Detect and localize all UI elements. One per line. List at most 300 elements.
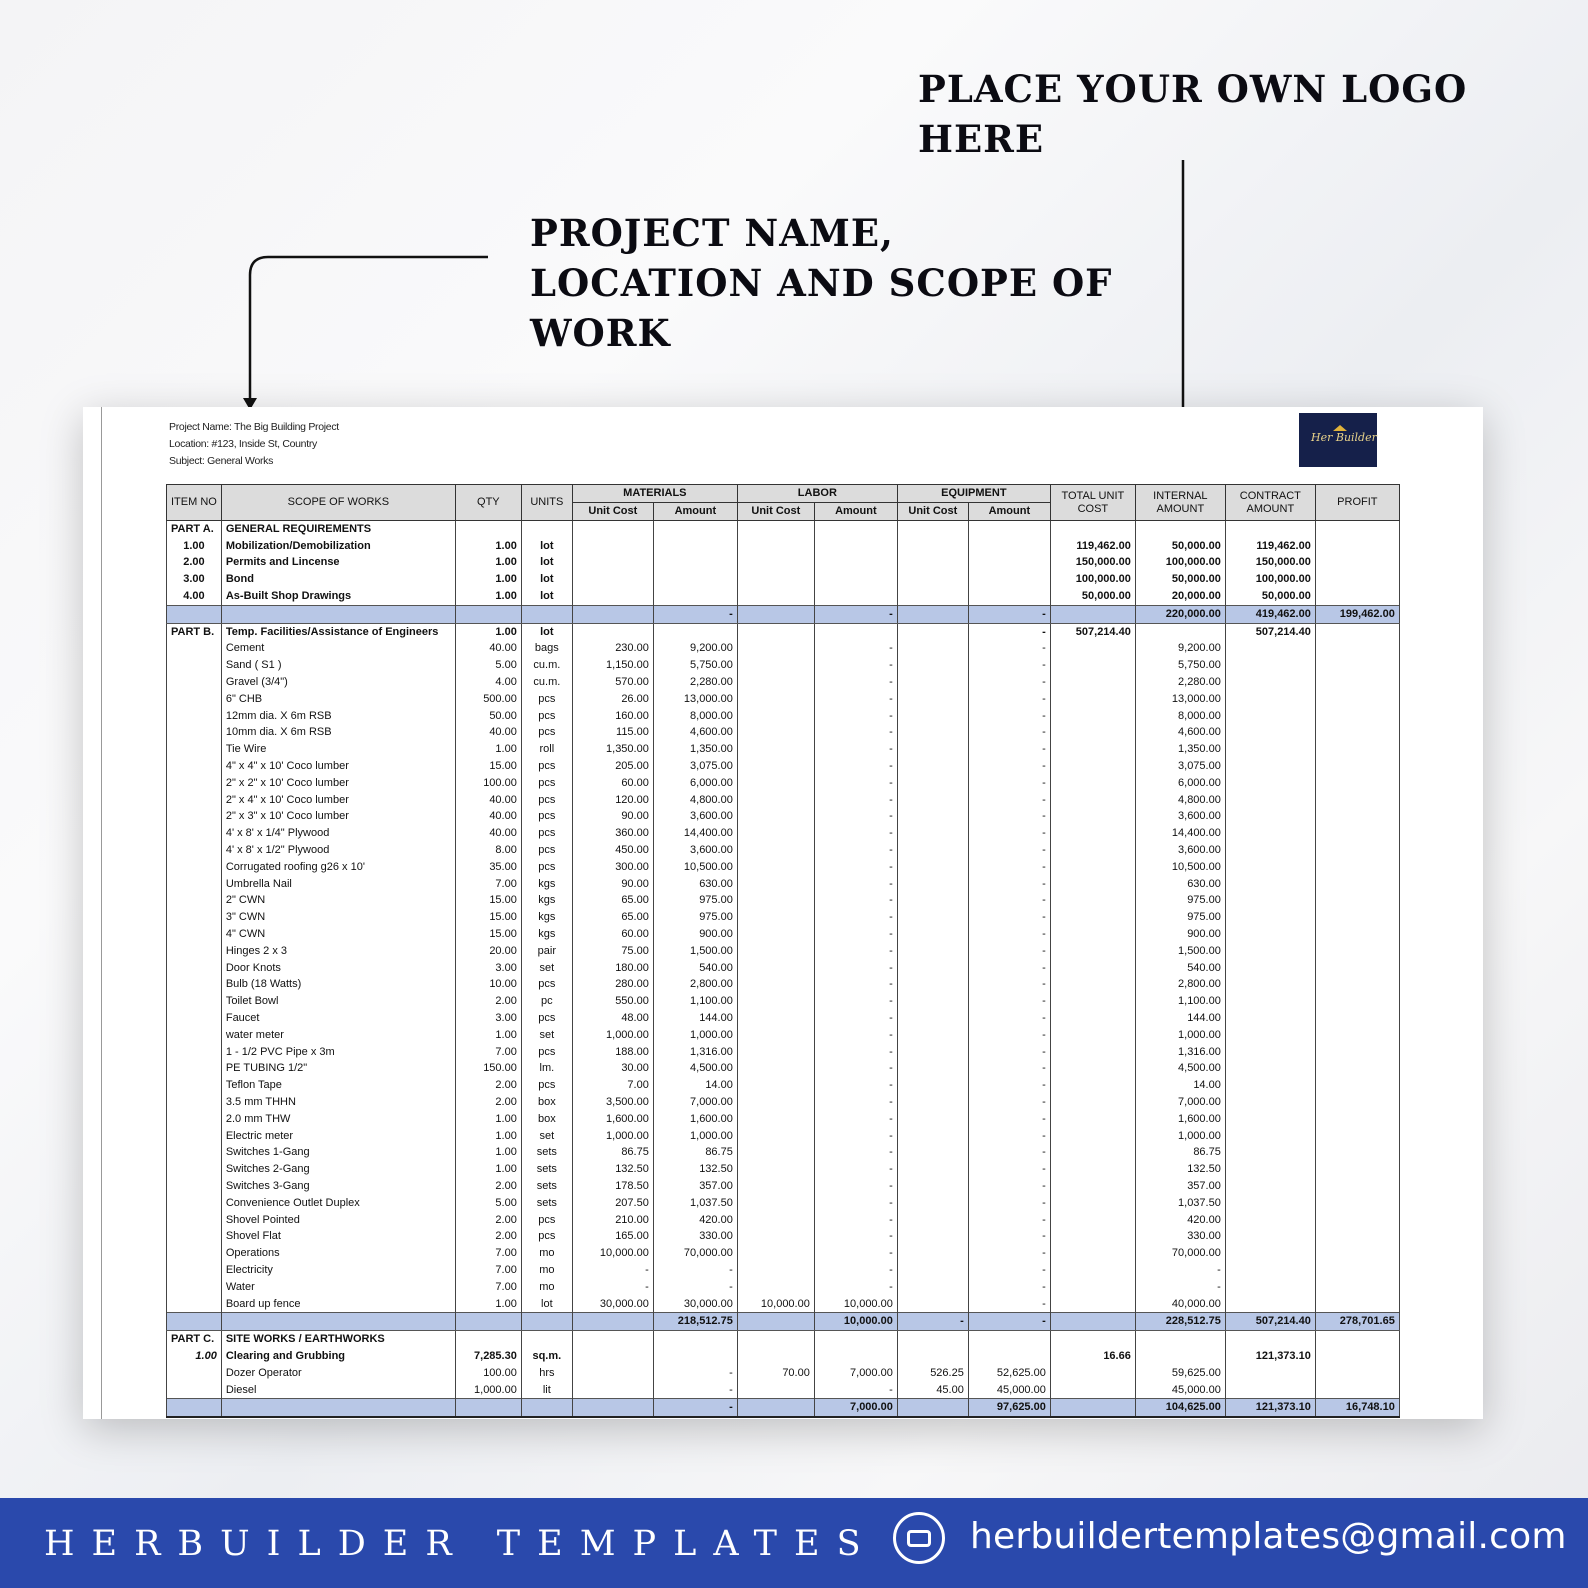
cell-materials-amount: 1,500.00 (653, 943, 737, 960)
cell-materials-unit-cost: 1,350.00 (572, 741, 653, 758)
footer-bar (0, 1498, 1588, 1588)
logo-callout-line2: HERE (918, 117, 1045, 161)
table-row (167, 741, 1400, 758)
cell-labor-amount: - (814, 657, 897, 674)
table-row (167, 1228, 1400, 1245)
cell-contract-amount (1225, 1077, 1315, 1094)
cell-qty: 35.00 (455, 859, 521, 876)
cell-qty: 1.00 (455, 571, 521, 588)
cell-materials-unit-cost: 180.00 (572, 960, 653, 977)
cell-unit (521, 1313, 572, 1331)
cell-unit: cu.m. (521, 657, 572, 674)
cell-unit: cu.m. (521, 674, 572, 691)
cell-item (167, 943, 222, 960)
cell-contract-amount (1225, 758, 1315, 775)
cell-equipment-unit-cost (897, 876, 968, 893)
cell-contract-amount (1225, 1279, 1315, 1296)
cell-equipment-amount: - (968, 1161, 1050, 1178)
cell-item (167, 1245, 222, 1262)
cell-unit: pcs (521, 859, 572, 876)
cell-profit (1315, 758, 1399, 775)
cell-materials-amount: 1,600.00 (653, 1111, 737, 1128)
cell-total-unit-cost (1050, 775, 1135, 792)
cell-equipment-unit-cost (897, 623, 968, 640)
cell-qty: 2.00 (455, 1212, 521, 1229)
cell-scope: PE TUBING 1/2" (221, 1061, 455, 1078)
cell-labor-amount: - (814, 641, 897, 658)
logo-placeholder (1299, 413, 1377, 467)
cell-labor-unit-cost (737, 691, 814, 708)
cell-internal-amount: 540.00 (1135, 960, 1225, 977)
cell-equipment-amount: - (968, 809, 1050, 826)
cell-qty: 15.00 (455, 909, 521, 926)
cell-materials-amount: 3,600.00 (653, 809, 737, 826)
cell-labor-unit-cost (737, 521, 814, 538)
cell-item (167, 993, 222, 1010)
cell-equipment-unit-cost (897, 1245, 968, 1262)
cell-profit (1315, 1262, 1399, 1279)
cell-qty: 8.00 (455, 842, 521, 859)
table-row (167, 758, 1400, 775)
cell-qty: 7.00 (455, 1245, 521, 1262)
cell-item (167, 674, 222, 691)
cell-equipment-unit-cost (897, 657, 968, 674)
cell-equipment-amount: - (968, 926, 1050, 943)
cell-item (167, 605, 222, 623)
cell-total-unit-cost (1050, 758, 1135, 775)
cell-labor-unit-cost (737, 1144, 814, 1161)
cell-materials-amount: 975.00 (653, 893, 737, 910)
footer-email[interactable]: herbuildertemplates@gmail.com (970, 1516, 1567, 1557)
cell-equipment-amount: 97,625.00 (968, 1399, 1050, 1417)
cell-qty: 5.00 (455, 1195, 521, 1212)
cell-equipment-amount: - (968, 1111, 1050, 1128)
cell-item (167, 1077, 222, 1094)
cell-qty: 15.00 (455, 758, 521, 775)
cell-total-unit-cost (1050, 674, 1135, 691)
cell-labor-unit-cost (737, 825, 814, 842)
cell-labor-unit-cost (737, 1061, 814, 1078)
table-row (167, 1128, 1400, 1145)
cell-labor-unit-cost (737, 1348, 814, 1365)
cell-profit (1315, 1279, 1399, 1296)
cell-labor-amount (814, 623, 897, 640)
cell-unit: pcs (521, 825, 572, 842)
table-row (167, 1178, 1400, 1195)
cell-materials-unit-cost: 65.00 (572, 893, 653, 910)
cell-labor-amount: - (814, 775, 897, 792)
cell-equipment-unit-cost: 45.00 (897, 1382, 968, 1399)
cell-profit (1315, 909, 1399, 926)
cell-scope: Switches 1-Gang (221, 1144, 455, 1161)
cell-internal-amount: 3,600.00 (1135, 809, 1225, 826)
cell-materials-amount: 975.00 (653, 909, 737, 926)
cell-scope: Switches 2-Gang (221, 1161, 455, 1178)
cell-contract-amount (1225, 926, 1315, 943)
cell-item: 4.00 (167, 588, 222, 605)
cell-equipment-unit-cost (897, 571, 968, 588)
cell-materials-amount: 900.00 (653, 926, 737, 943)
cell-profit (1315, 1296, 1399, 1313)
cell-total-unit-cost (1050, 1044, 1135, 1061)
cell-qty: 1.00 (455, 1128, 521, 1145)
cell-materials-unit-cost: 570.00 (572, 674, 653, 691)
cell-equipment-amount: - (968, 842, 1050, 859)
cell-labor-amount: - (814, 1382, 897, 1399)
cell-profit (1315, 1178, 1399, 1195)
cell-equipment-amount: - (968, 1027, 1050, 1044)
table-row (167, 943, 1400, 960)
cell-qty: 4.00 (455, 674, 521, 691)
cell-item (167, 960, 222, 977)
cell-equipment-unit-cost (897, 792, 968, 809)
cell-materials-unit-cost (572, 623, 653, 640)
cell-scope: Shovel Flat (221, 1228, 455, 1245)
cell-total-unit-cost (1050, 1010, 1135, 1027)
cell-equipment-unit-cost (897, 1279, 968, 1296)
cell-labor-unit-cost (737, 775, 814, 792)
cell-scope: Umbrella Nail (221, 876, 455, 893)
cell-equipment-amount: - (968, 775, 1050, 792)
cell-labor-amount: - (814, 1010, 897, 1027)
cell-labor-amount: - (814, 926, 897, 943)
cell-scope: Teflon Tape (221, 1077, 455, 1094)
project-callout-line2: LOCATION AND SCOPE OF (530, 261, 1113, 305)
cell-internal-amount: 50,000.00 (1135, 571, 1225, 588)
cell-profit (1315, 825, 1399, 842)
cell-profit (1315, 859, 1399, 876)
table-row (167, 792, 1400, 809)
cell-unit: pcs (521, 1212, 572, 1229)
boq-table (166, 484, 1400, 1418)
cell-equipment-amount: - (968, 708, 1050, 725)
cell-equipment-amount: - (968, 641, 1050, 658)
cell-unit: pcs (521, 1077, 572, 1094)
cell-unit (521, 521, 572, 538)
cell-qty: 1.00 (455, 1111, 521, 1128)
cell-contract-amount (1225, 775, 1315, 792)
cell-materials-amount: 420.00 (653, 1212, 737, 1229)
cell-labor-unit-cost (737, 571, 814, 588)
project-subject: Subject: General Works (169, 455, 274, 467)
cell-unit: lot (521, 571, 572, 588)
cell-equipment-unit-cost (897, 1399, 968, 1417)
cell-materials-unit-cost: 165.00 (572, 1228, 653, 1245)
cell-total-unit-cost (1050, 1296, 1135, 1313)
cell-labor-unit-cost (737, 657, 814, 674)
cell-item (167, 1382, 222, 1399)
cell-internal-amount: 100,000.00 (1135, 555, 1225, 572)
cell-internal-amount: 7,000.00 (1135, 1094, 1225, 1111)
cell-equipment-unit-cost (897, 1212, 968, 1229)
cell-unit: box (521, 1111, 572, 1128)
cell-labor-amount: - (814, 1111, 897, 1128)
cell-internal-amount: 357.00 (1135, 1178, 1225, 1195)
cell-item (167, 708, 222, 725)
cell-contract-amount (1225, 1212, 1315, 1229)
table-row (167, 1144, 1400, 1161)
cell-scope: water meter (221, 1027, 455, 1044)
cell-labor-unit-cost (737, 960, 814, 977)
cell-materials-amount (653, 555, 737, 572)
cell-labor-unit-cost (737, 1044, 814, 1061)
cell-labor-unit-cost (737, 725, 814, 742)
cell-profit (1315, 1382, 1399, 1399)
cell-qty: 7.00 (455, 1262, 521, 1279)
cell-qty: 3.00 (455, 1010, 521, 1027)
cell-unit: bags (521, 641, 572, 658)
cell-item (167, 842, 222, 859)
cell-materials-unit-cost: 300.00 (572, 859, 653, 876)
cell-equipment-amount: - (968, 623, 1050, 640)
footer-brand: HERBUILDER TEMPLATES (44, 1524, 878, 1564)
cell-labor-amount: - (814, 977, 897, 994)
cell-equipment-unit-cost (897, 977, 968, 994)
cell-equipment-unit-cost (897, 1027, 968, 1044)
cell-materials-amount: - (653, 1262, 737, 1279)
cell-unit: pcs (521, 1010, 572, 1027)
cell-contract-amount (1225, 1094, 1315, 1111)
cell-unit: pcs (521, 809, 572, 826)
cell-materials-amount (653, 521, 737, 538)
cell-materials-unit-cost: 550.00 (572, 993, 653, 1010)
table-row (167, 555, 1400, 572)
cell-labor-unit-cost (737, 1094, 814, 1111)
cell-profit (1315, 1077, 1399, 1094)
cell-contract-amount: 507,214.40 (1225, 1313, 1315, 1331)
cell-equipment-amount (968, 521, 1050, 538)
cell-profit (1315, 893, 1399, 910)
cell-labor-amount (814, 538, 897, 555)
cell-labor-unit-cost (737, 876, 814, 893)
table-row (167, 1010, 1400, 1027)
cell-item (167, 1212, 222, 1229)
header-equipment-amount: Amount (968, 503, 1050, 521)
cell-labor-amount: - (814, 1245, 897, 1262)
cell-contract-amount (1225, 725, 1315, 742)
cell-equipment-amount (968, 571, 1050, 588)
cell-total-unit-cost (1050, 825, 1135, 842)
cell-labor-unit-cost (737, 623, 814, 640)
cell-item (167, 1228, 222, 1245)
cell-total-unit-cost (1050, 792, 1135, 809)
cell-equipment-amount: - (968, 1212, 1050, 1229)
cell-materials-amount: 540.00 (653, 960, 737, 977)
cell-internal-amount: 1,000.00 (1135, 1027, 1225, 1044)
cell-profit (1315, 623, 1399, 640)
cell-materials-amount: 30,000.00 (653, 1296, 737, 1313)
cell-unit (521, 605, 572, 623)
cell-total-unit-cost (1050, 1161, 1135, 1178)
cell-scope: Faucet (221, 1010, 455, 1027)
cell-total-unit-cost (1050, 1262, 1135, 1279)
cell-profit (1315, 1245, 1399, 1262)
cell-materials-amount: 14,400.00 (653, 825, 737, 842)
header-item-no: ITEM NO (167, 485, 222, 521)
cell-internal-amount: 630.00 (1135, 876, 1225, 893)
cell-scope: Temp. Facilities/Assistance of Engineers (221, 623, 455, 640)
table-row (167, 1348, 1400, 1365)
cell-materials-amount (653, 623, 737, 640)
cell-labor-unit-cost: 10,000.00 (737, 1296, 814, 1313)
cell-item (167, 1262, 222, 1279)
cell-profit (1315, 725, 1399, 742)
table-row (167, 977, 1400, 994)
cell-equipment-amount (968, 1348, 1050, 1365)
cell-profit (1315, 641, 1399, 658)
part-header-row (167, 623, 1400, 640)
cell-materials-unit-cost (572, 1382, 653, 1399)
cell-contract-amount (1225, 1195, 1315, 1212)
cell-equipment-unit-cost (897, 708, 968, 725)
cell-labor-amount: - (814, 876, 897, 893)
cell-materials-unit-cost: 65.00 (572, 909, 653, 926)
cell-item (167, 876, 222, 893)
cell-labor-amount: - (814, 725, 897, 742)
cell-materials-unit-cost (572, 1331, 653, 1348)
cell-item (167, 792, 222, 809)
cell-materials-amount (653, 588, 737, 605)
cell-unit: pcs (521, 977, 572, 994)
cell-materials-amount: 1,000.00 (653, 1128, 737, 1145)
cell-total-unit-cost (1050, 521, 1135, 538)
cell-profit (1315, 960, 1399, 977)
cell-profit (1315, 1111, 1399, 1128)
cell-equipment-unit-cost (897, 859, 968, 876)
cell-labor-amount: - (814, 809, 897, 826)
cell-equipment-unit-cost (897, 674, 968, 691)
cell-equipment-unit-cost (897, 1094, 968, 1111)
cell-equipment-amount: - (968, 893, 1050, 910)
cell-unit: mo (521, 1245, 572, 1262)
cell-profit (1315, 1365, 1399, 1382)
cell-equipment-amount (968, 1331, 1050, 1348)
cell-scope: SITE WORKS / EARTHWORKS (221, 1331, 455, 1348)
table-row (167, 1094, 1400, 1111)
logo-text: Her Builder (1311, 431, 1377, 444)
cell-total-unit-cost (1050, 926, 1135, 943)
cell-profit (1315, 1348, 1399, 1365)
cell-labor-unit-cost (737, 1399, 814, 1417)
cell-scope: Diesel (221, 1382, 455, 1399)
cell-profit (1315, 876, 1399, 893)
header-materials: MATERIALS (572, 485, 737, 503)
cell-scope: Board up fence (221, 1296, 455, 1313)
cell-labor-unit-cost (737, 893, 814, 910)
cell-contract-amount: 50,000.00 (1225, 588, 1315, 605)
cell-scope: Gravel (3/4") (221, 674, 455, 691)
cell-contract-amount (1225, 708, 1315, 725)
cell-labor-amount: - (814, 842, 897, 859)
table-row (167, 1212, 1400, 1229)
cell-materials-unit-cost: 86.75 (572, 1144, 653, 1161)
cell-materials-unit-cost (572, 521, 653, 538)
cell-total-unit-cost: 16.66 (1050, 1348, 1135, 1365)
cell-labor-amount: - (814, 1161, 897, 1178)
cell-equipment-amount: - (968, 977, 1050, 994)
cell-total-unit-cost (1050, 893, 1135, 910)
cell-profit (1315, 1128, 1399, 1145)
cell-profit (1315, 741, 1399, 758)
cell-equipment-unit-cost (897, 1044, 968, 1061)
cell-scope: Switches 3-Gang (221, 1178, 455, 1195)
cell-equipment-unit-cost (897, 943, 968, 960)
cell-labor-amount: - (814, 1061, 897, 1078)
cell-labor-unit-cost (737, 1077, 814, 1094)
logo-arrow (1183, 160, 1236, 438)
cell-materials-amount: 8,000.00 (653, 708, 737, 725)
cell-contract-amount (1225, 859, 1315, 876)
cell-equipment-unit-cost (897, 1144, 968, 1161)
cell-equipment-amount (968, 538, 1050, 555)
cell-labor-amount: - (814, 1279, 897, 1296)
cell-item (167, 1027, 222, 1044)
table-row (167, 1262, 1400, 1279)
cell-qty: 40.00 (455, 641, 521, 658)
cell-materials-amount: 2,280.00 (653, 674, 737, 691)
header-labor-amount: Amount (814, 503, 897, 521)
cell-item (167, 1279, 222, 1296)
cell-materials-unit-cost: 1,150.00 (572, 657, 653, 674)
cell-item (167, 741, 222, 758)
cell-materials-amount: 1,000.00 (653, 1027, 737, 1044)
cell-total-unit-cost (1050, 876, 1135, 893)
cell-total-unit-cost (1050, 691, 1135, 708)
cell-scope: 2.0 mm THW (221, 1111, 455, 1128)
cell-equipment-unit-cost (897, 825, 968, 842)
cell-unit: lot (521, 1296, 572, 1313)
cell-scope: Permits and Lincense (221, 555, 455, 572)
cell-labor-amount: - (814, 1094, 897, 1111)
cell-equipment-unit-cost (897, 1010, 968, 1027)
cell-internal-amount: 70,000.00 (1135, 1245, 1225, 1262)
cell-materials-unit-cost: 7.00 (572, 1077, 653, 1094)
cell-total-unit-cost (1050, 741, 1135, 758)
cell-materials-amount: - (653, 605, 737, 623)
cell-equipment-amount: - (968, 1228, 1050, 1245)
cell-unit: sets (521, 1161, 572, 1178)
cell-qty: 40.00 (455, 825, 521, 842)
cell-materials-unit-cost: 178.50 (572, 1178, 653, 1195)
cell-profit (1315, 555, 1399, 572)
cell-materials-amount: 132.50 (653, 1161, 737, 1178)
subtotal-row (167, 605, 1400, 623)
cell-scope: Bulb (18 Watts) (221, 977, 455, 994)
cell-total-unit-cost (1050, 1027, 1135, 1044)
cell-equipment-unit-cost (897, 1331, 968, 1348)
cell-profit (1315, 1161, 1399, 1178)
cell-internal-amount: 1,350.00 (1135, 741, 1225, 758)
cell-materials-unit-cost: 160.00 (572, 708, 653, 725)
cell-materials-unit-cost: 188.00 (572, 1044, 653, 1061)
cell-equipment-amount (968, 555, 1050, 572)
cell-scope: 10mm dia. X 6m RSB (221, 725, 455, 742)
cell-scope: Convenience Outlet Duplex (221, 1195, 455, 1212)
cell-qty (455, 1331, 521, 1348)
cell-total-unit-cost (1050, 1279, 1135, 1296)
header-total-unit-cost: TOTAL UNIT COST (1050, 485, 1135, 521)
cell-materials-unit-cost: 60.00 (572, 775, 653, 792)
cell-internal-amount: 50,000.00 (1135, 538, 1225, 555)
cell-labor-unit-cost (737, 1178, 814, 1195)
cell-materials-amount (653, 1331, 737, 1348)
table-row (167, 876, 1400, 893)
cell-equipment-unit-cost (897, 555, 968, 572)
cell-equipment-unit-cost (897, 775, 968, 792)
cell-scope (221, 1399, 455, 1417)
table-row (167, 1296, 1400, 1313)
cell-materials-unit-cost: 230.00 (572, 641, 653, 658)
